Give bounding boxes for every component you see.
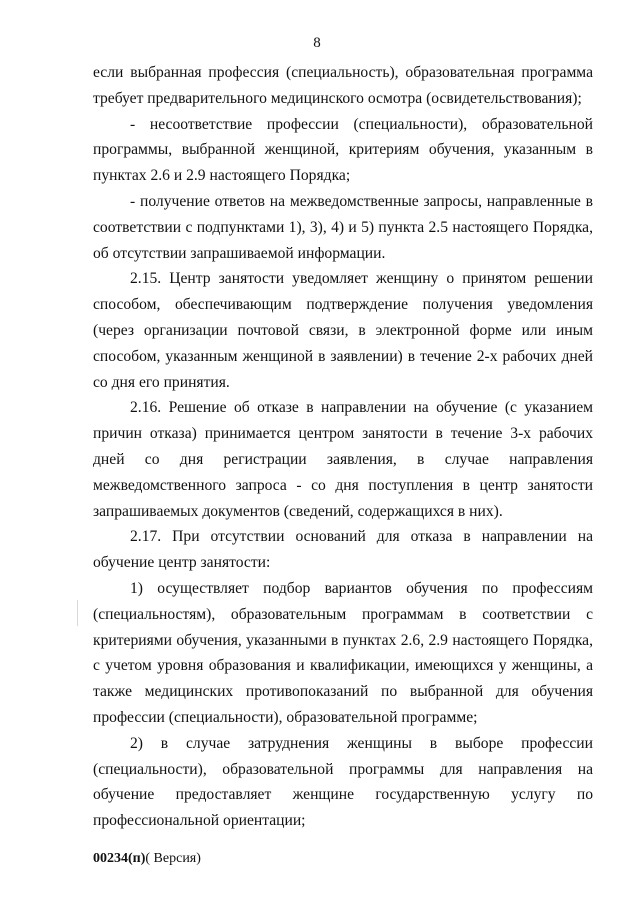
paragraph-dash-item: - несоответствие профессии (специальности), образовательной программы, выбранной женщиной, критериям обучения, указанным в пунктах 2.6 и 2.9 настоящего Порядка;: [93, 115, 593, 185]
page-number: 8: [313, 35, 321, 51]
margin-mark: [77, 600, 78, 626]
paragraph-2-17: 2.17. При отсутствии оснований для отказа в направлении на обучение центр занятости:: [93, 528, 593, 572]
paragraph-dash-item: - получение ответов на межведомственные запросы, направленные в соответствии с подпунктами 1), 3), 4) и 5) пункта 2.5 настоящего Порядка, об отсутствии запрашиваемой информации.: [93, 192, 593, 262]
paragraph-continuation: если выбранная профессия (специальность), образовательная программа требует предварительного медицинского осмотра (освидетельствования);: [93, 64, 593, 107]
paragraph-sub-2: 2) в случае затруднения женщины в выборе профессии (специальности), образовательной программы для направления на обучение предоставляет женщине государственную услугу по профессиональной ориентации;: [93, 734, 593, 830]
paragraph-2-15: 2.15. Центр занятости уведомляет женщину о принятом решении способом, обеспечивающим подтверждение получения уведомления (через организации почтовой связи, в электронной форме или иным способом, указанным женщиной в заявлении) в течение 2-х рабочих дней со дня его принятия.: [93, 270, 593, 391]
footer: [93, 851, 201, 867]
paragraph-sub-1: 1) осуществляет подбор вариантов обучения по профессиям (специальностям), образовательным программам в соответствии с критериями обучения, указанными в пунктах 2.6, 2.9 настоящего Порядка, с учетом уровня образования и квалификации, имеющихся у женщины, а также медицинских противопоказаний по выбранной для обучения профессии (специальности), образовательной программе;: [93, 579, 593, 726]
document-body: [93, 60, 593, 834]
footer-version: ( Версия): [145, 851, 201, 866]
paragraph-2-16: 2.16. Решение об отказе в направлении на обучение (с указанием причин отказа) принимается центром занятости в течение 3-х рабочих дней со дня регистрации заявления, в случае направления межведомственного запроса - со дня поступления в центр занятости запрашиваемых документов (сведений, содержащихся в них).: [93, 399, 593, 520]
footer-code: 00234(п): [93, 851, 146, 866]
